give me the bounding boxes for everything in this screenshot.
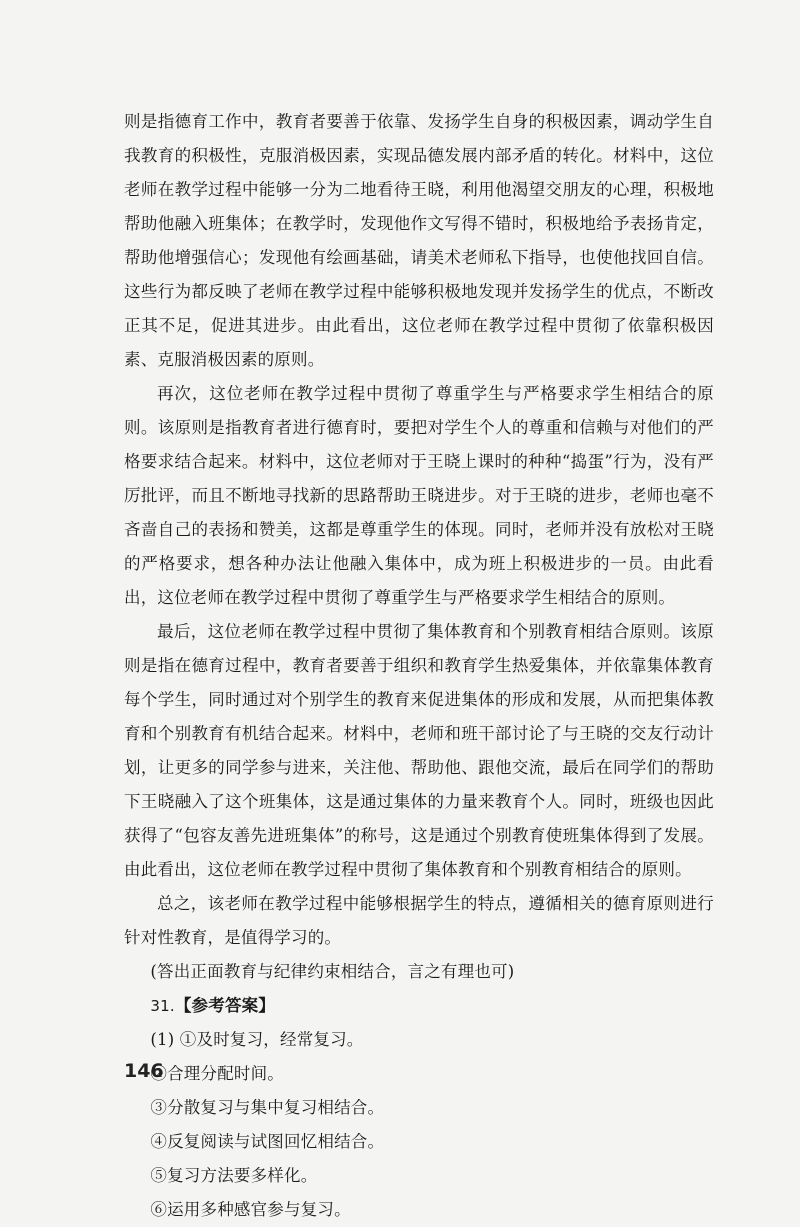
paragraph-1: 则是指德育工作中，教育者要善于依靠、发扬学生自身的积极因素，调动学生自我教育的积极性，克服消极因素，实现品德发展内部矛盾的转化。材料中，这位老师在教学过程中能够一分为二地看待王晓，利用他渴望交朋友的心理，积极地帮助他融入班集体；在教学时，发现他作文写得不错时，积极地给予表扬肯定，帮助他增强信心；发现他有绘画基础，请美术老师私下指导，也使他找回自信。这些行为都反映了老师在教学过程中能够积极地发现并发扬学生的优点，不断改正其不足，促进其进步。由此看出，这位老师在教学过程中贯彻了依靠积极因素、克服消极因素的原则。 [124, 112, 714, 369]
answer-heading [124, 989, 714, 1023]
answer-item: ④反复阅读与试图回忆相结合。 [150, 1132, 385, 1151]
paragraph-4: 总之，该老师在教学过程中能够根据学生的特点，遵循相关的德育原则进行针对性教育，是值得学习的。 [124, 894, 714, 947]
answer-item: ⑤复习方法要多样化。 [150, 1166, 318, 1185]
page-number: 146 [124, 1060, 164, 1082]
answer-title: 【参考答案】 [174, 996, 276, 1015]
paragraph-3: 最后，这位老师在教学过程中贯彻了集体教育和个别教育相结合原则。该原则是指在德育过程中，教育者要善于组织和教育学生热爱集体，并依靠集体教育每个学生，同时通过对个别学生的教育来促进集体的形成和发展，从而把集体教育和个别教育有机结合起来。材料中，老师和班干部讨论了与王晓的交友行动计划，让更多的同学参与进来，关注他、帮助他、跟他交流，最后在同学们的帮助下王晓融入了这个班集体，这是通过集体的力量来教育个人。同时，班级也因此获得了“包容友善先进班集体”的称号，这是通过个别教育使班集体得到了发展。由此看出，这位老师在教学过程中贯彻了集体教育和个别教育相结合的原则。 [124, 622, 714, 879]
answer-list [124, 1023, 714, 1227]
answer-item: (1) ①及时复习，经常复习。 [150, 1030, 364, 1049]
answer-item: ⑥运用多种感官参与复习。 [150, 1200, 351, 1219]
answer-item: ②合理分配时间。 [150, 1064, 284, 1083]
answer-note: (答出正面教育与纪律约束相结合，言之有理也可) [150, 962, 515, 981]
text-block [124, 105, 714, 1227]
question-number: 31. [150, 997, 175, 1015]
paragraph-2: 再次，这位老师在教学过程中贯彻了尊重学生与严格要求学生相结合的原则。该原则是指教育者进行德育时，要把对学生个人的尊重和信赖与对他们的严格要求结合起来。材料中，这位老师对于王晓上课时的种种“捣蛋”行为，没有严厉批评，而且不断地寻找新的思路帮助王晓进步。对于王晓的进步，老师也毫不吝啬自己的表扬和赞美，这都是尊重学生的体现。同时，老师并没有放松对王晓的严格要求，想各种办法让他融入集体中，成为班上积极进步的一员。由此看出，这位老师在教学过程中贯彻了尊重学生与严格要求学生相结合的原则。 [124, 384, 714, 607]
answer-item: ③分散复习与集中复习相结合。 [150, 1098, 385, 1117]
